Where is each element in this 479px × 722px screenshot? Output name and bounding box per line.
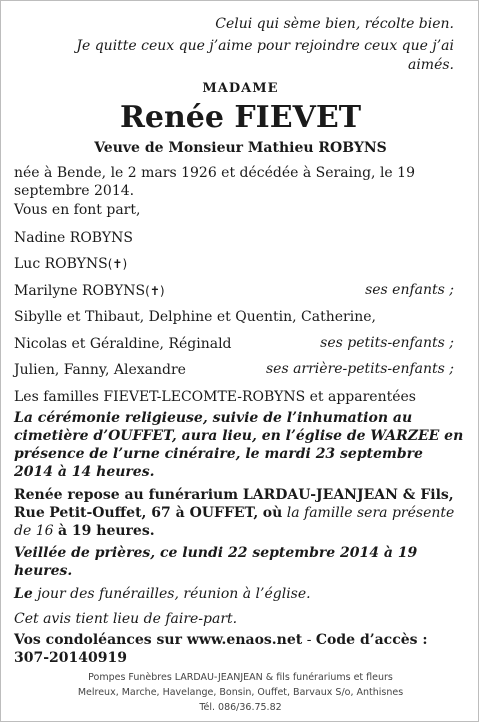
notice-text: Cet avis tient lieu de faire-part. xyxy=(14,611,238,627)
intro-text: Vous en font part, xyxy=(14,202,141,218)
great-grandchildren-line: Julien, Fanny, Alexandre xyxy=(14,362,186,378)
quote-line-1: Celui qui sème bien, récolte bien. xyxy=(215,16,454,32)
footer-line-2: Melreux, Marche, Havelange, Bonsin, Ouffet, Barvaux S/o, Anthisnes xyxy=(77,687,404,698)
cross-icon: (✝) xyxy=(107,257,128,271)
grandchildren-line: Sibylle et Thibaut, Delphine et Quentin, Catherine, xyxy=(14,309,376,325)
quote-line-2: Je quitte ceux que j’aime pour rejoindre ceux que j’ai aimés. xyxy=(76,38,454,73)
grandchildren-label: ses petits-enfants ; xyxy=(320,335,454,351)
vigil-info: Veillée de prières, ce lundi 22 septembre 2014 à 19 heures. xyxy=(14,545,418,579)
funeral-day-info: Le jour des funérailles, réunion à l’église. xyxy=(14,586,311,602)
birth-death-info: née à Bende, le 2 mars 1926 et décédée à Seraing, le 19 septembre 2014. xyxy=(14,165,415,199)
cross-icon: (✝) xyxy=(145,284,165,298)
great-grandchildren-label: ses arrière-petits-enfants ; xyxy=(265,361,454,377)
grandchildren-line: Nicolas et Géraldine, Réginald xyxy=(14,336,232,352)
condolences-info: Vos condoléances sur www.enaos.net - Code d’accès : 307-20140919 xyxy=(14,632,428,666)
honorific-title: MADAME xyxy=(202,81,279,96)
footer-line-3: Tél. 086/36.75.82 xyxy=(199,702,282,713)
child-name: Luc ROBYNS(✝) xyxy=(14,256,128,272)
families-line: Les familles FIEVET-LECOMTE-ROBYNS et apparentées xyxy=(14,389,416,405)
footer-line-1: Pompes Funèbres LARDAU-JEANJEAN & fils funérariums et fleurs xyxy=(88,672,393,683)
child-name: Marilyne ROBYNS(✝) xyxy=(14,283,165,299)
child-name: Nadine ROBYNS xyxy=(14,230,133,246)
spouse-line: Veuve de Monsieur Mathieu ROBYNS xyxy=(94,140,387,156)
children-label: ses enfants ; xyxy=(365,282,454,298)
rest-info: Renée repose au funérarium LARDAU-JEANJEAN & Fils, Rue Petit-Ouffet, 67 à OUFFET, où la famille sera présente de 16 à 19 heures. xyxy=(14,487,455,539)
ceremony-info: La cérémonie religieuse, suivie de l’inhumation au cimetière d’OUFFET, aura lieu, en l’église de WARZEE en présence de l’urne cinéraire, le mardi 23 septembre 2014 à 14 heures. xyxy=(14,410,464,480)
deceased-name: Renée FIEVET xyxy=(119,100,362,135)
